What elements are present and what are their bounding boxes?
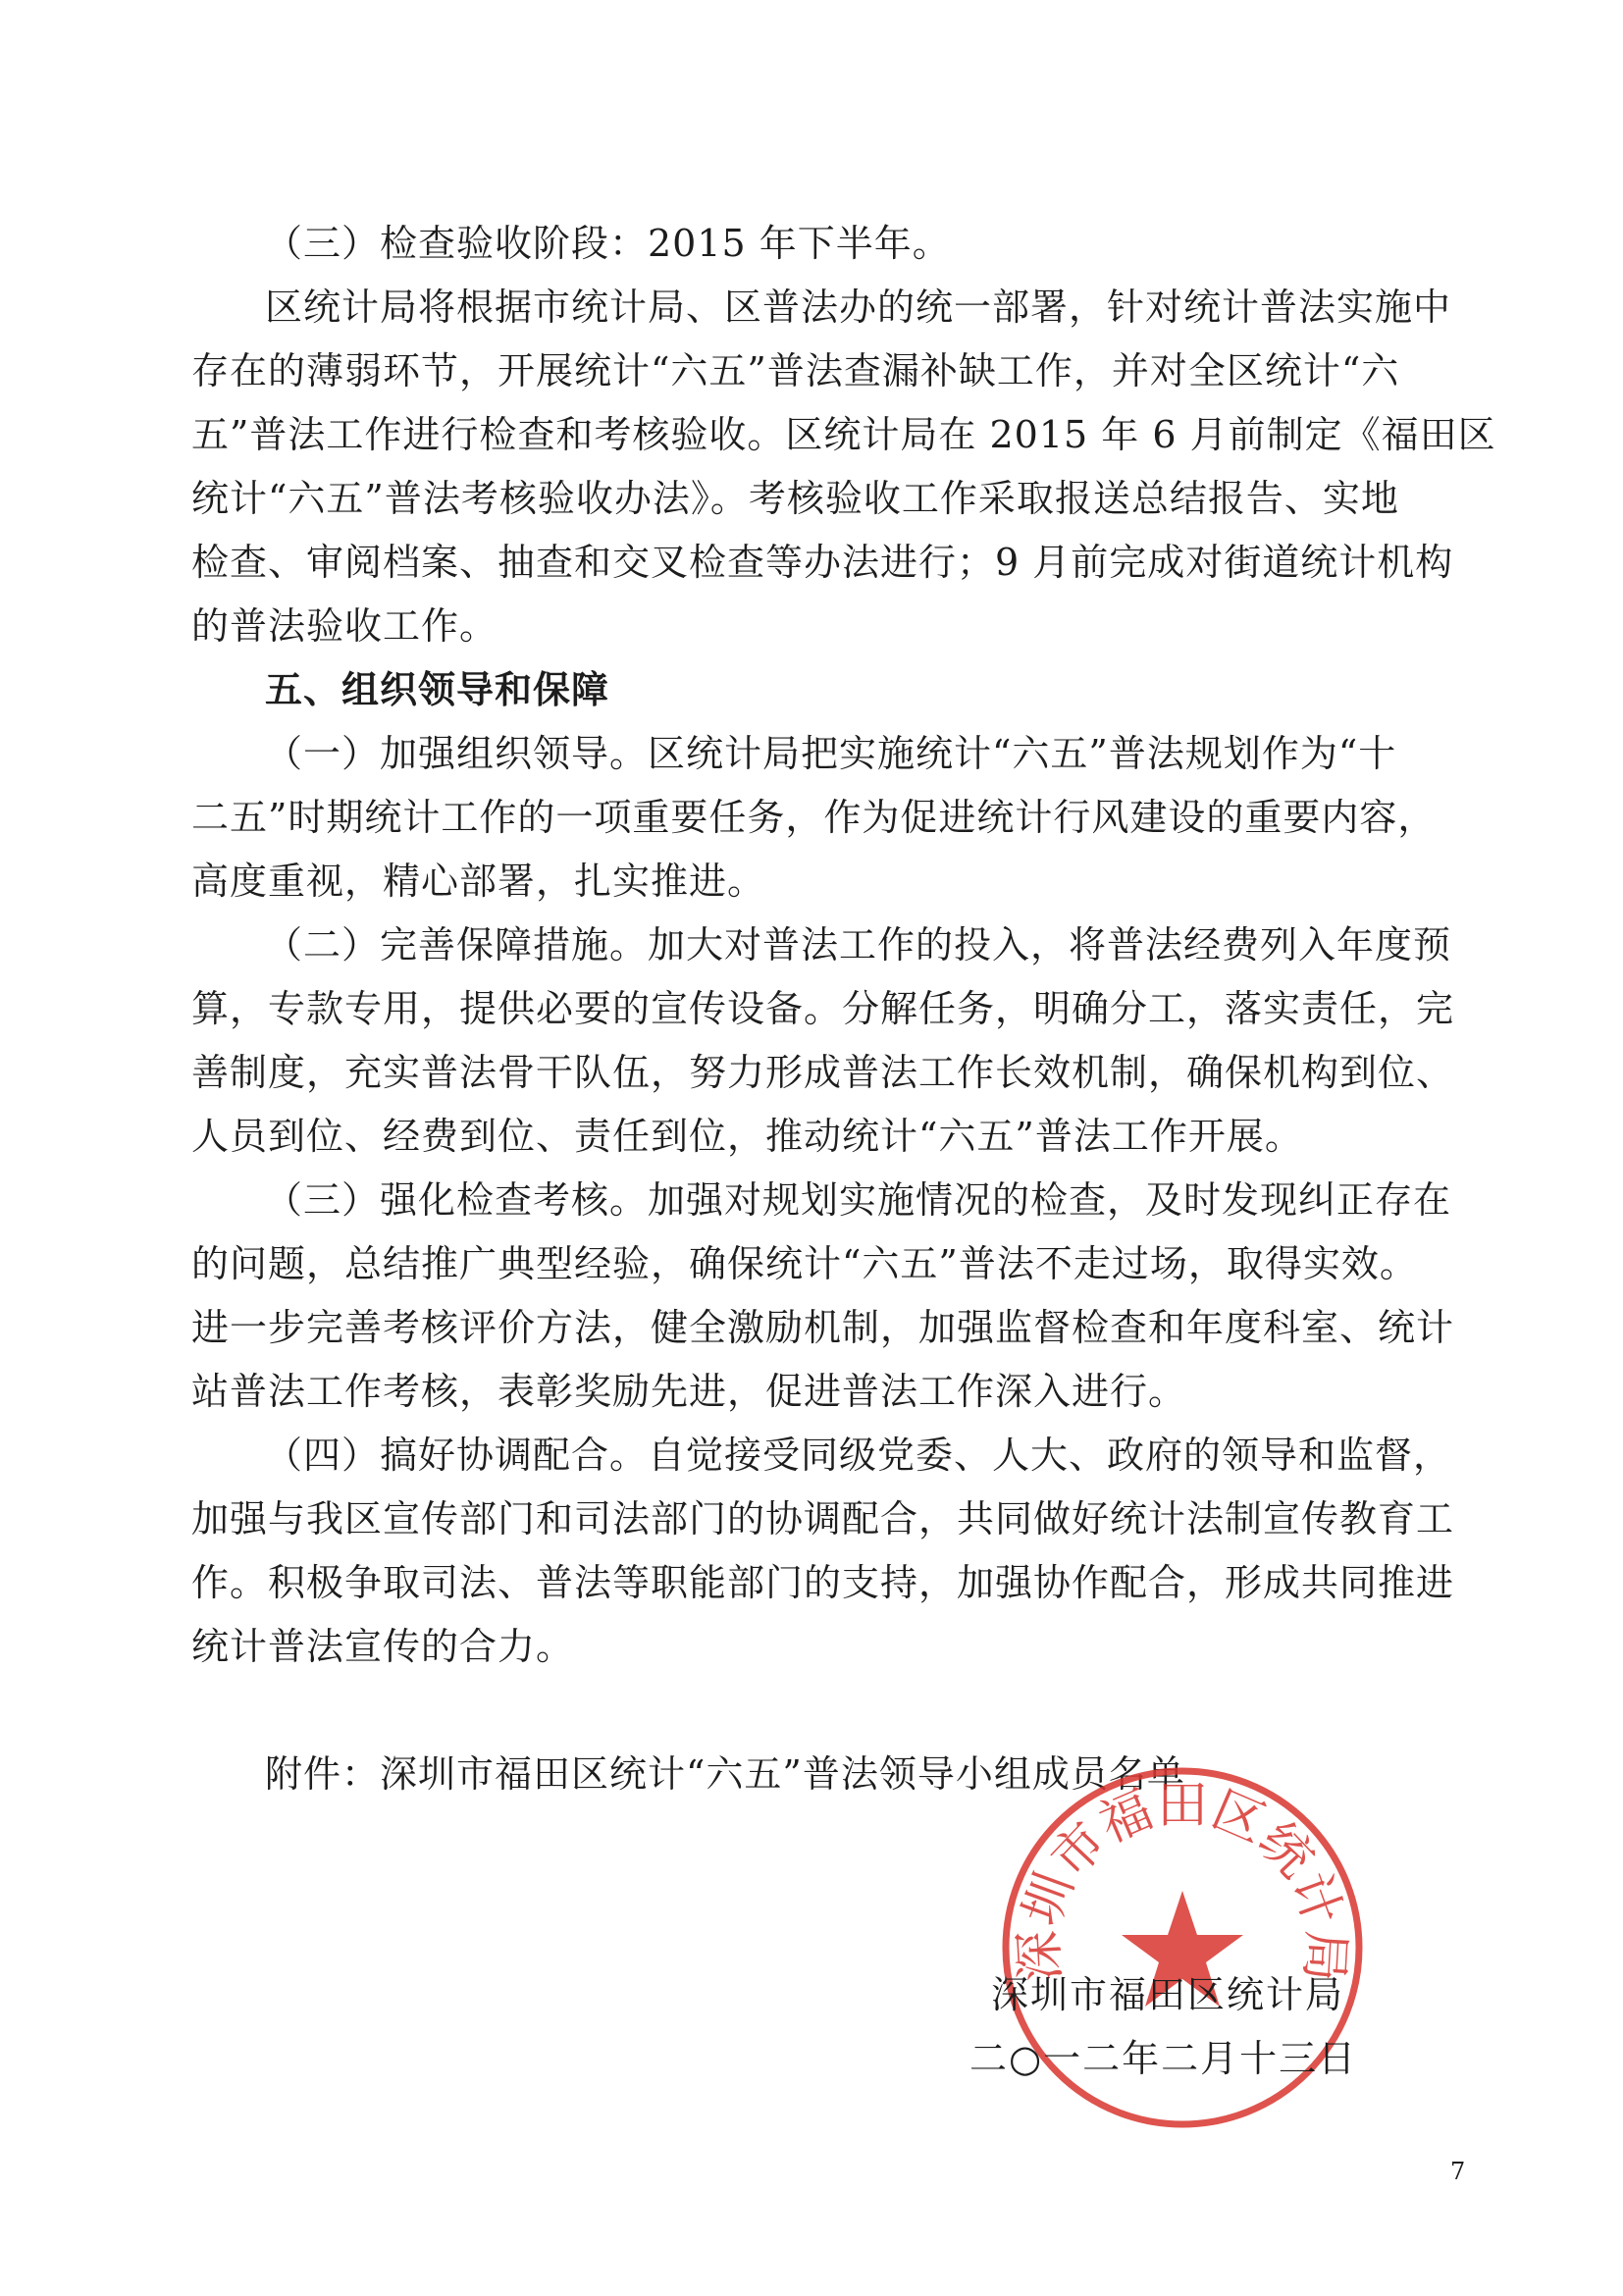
paragraph-line: 高度重视，精心部署，扎实推进。 [191,860,766,903]
paragraph-line: 的普法验收工作。 [191,604,498,648]
issuing-organization: 深圳市福田区统计局 [991,1973,1345,2016]
paragraph-line: （三）强化检查考核。加强对规划实施情况的检查，及时发现纠正存在 [265,1178,1452,1222]
section-five-heading: 五、组织领导和保障 [265,667,610,711]
paragraph-line: 统计“六五”普法考核验收办法》。考核验收工作采取报送总结报告、实地 [191,477,1399,520]
attachment-note: 附件：深圳市福田区统计“六五”普法领导小组成员名单 [265,1752,1185,1796]
paragraph-line: 站普法工作考核，表彰奖励先进，促进普法工作深入进行。 [191,1370,1187,1413]
paragraph-line: 存在的薄弱环节，开展统计“六五”普法查漏补缺工作，并对全区统计“六 [191,349,1400,392]
paragraph-line: 二五”时期统计工作的一项重要任务，作为促进统计行风建设的重要内容， [191,796,1437,839]
paragraph-line: 进一步完善考核评价方法，健全激励机制，加强监督检查和年度科室、统计 [191,1306,1455,1349]
official-seal-stamp [986,1751,1379,2144]
paragraph-line: 统计普法宣传的合力。 [191,1625,575,1668]
issue-date: 二○一二年二月十三日 [969,2037,1358,2080]
paragraph-line: 加强与我区宣传部门和司法部门的协调配合，共同做好统计法制宣传教育工 [191,1497,1455,1540]
seal-text: 深圳市福田区统计局 [1009,1776,1356,1984]
paragraph-line: 人员到位、经费到位、责任到位，推动统计“六五”普法工作开展。 [191,1115,1303,1158]
paragraph-line: 检查、审阅档案、抽查和交叉检查等办法进行；9 月前完成对街道统计机构 [191,541,1454,584]
paragraph-line: 区统计局将根据市统计局、区普法办的统一部署，针对统计普法实施中 [265,286,1452,329]
page-number: 7 [1450,2158,1466,2185]
paragraph-line: 善制度，充实普法骨干队伍，努力形成普法工作长效机制，确保机构到位、 [191,1051,1455,1094]
paragraph-line: （一）加强组织领导。区统计局把实施统计“六五”普法规划作为“十 [265,732,1397,775]
paragraph-line: 作。积极争取司法、普法等职能部门的支持，加强协作配合，形成共同推进 [191,1561,1455,1604]
section-stage-three-heading: （三）检查验收阶段：2015 年下半年。 [265,222,951,265]
paragraph-line: （二）完善保障措施。加大对普法工作的投入，将普法经费列入年度预 [265,923,1452,966]
paragraph-line: （四）搞好协调配合。自觉接受同级党委、人大、政府的领导和监督， [265,1434,1452,1477]
paragraph-line: 算，专款专用，提供必要的宣传设备。分解任务，明确分工，落实责任，完 [191,987,1455,1030]
paragraph-line: 五”普法工作进行检查和考核验收。区统计局在 2015 年 6 月前制定《福田区 [191,413,1496,456]
paragraph-line: 的问题，总结推广典型经验，确保统计“六五”普法不走过场，取得实效。 [191,1242,1418,1285]
